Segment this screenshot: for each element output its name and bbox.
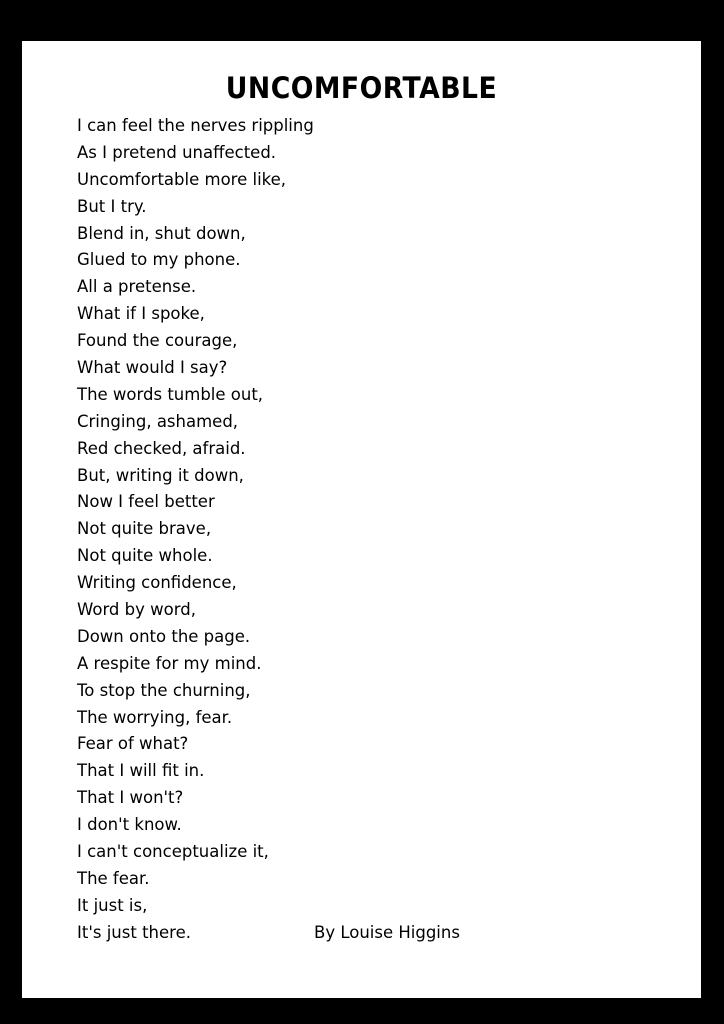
poem-line: Not quite whole.: [77, 546, 213, 566]
poem-line: I can't conceptualize it,: [77, 842, 269, 862]
poem-line: What would I say?: [77, 358, 228, 378]
poem-line: The worrying, fear.: [77, 707, 233, 727]
poem-line: Found the courage,: [77, 331, 238, 351]
poem-line: Uncomfortable more like,: [77, 169, 287, 189]
poem-line: Red checked, afraid.: [77, 438, 246, 458]
poem-line: What if I spoke,: [77, 304, 205, 324]
poem-line: Writing confidence,: [77, 573, 237, 593]
poem-line: Word by word,: [77, 600, 196, 620]
document-page: [22, 41, 701, 998]
poem-line: All a pretense.: [77, 277, 197, 297]
poem-line: It's just there.: [77, 922, 191, 942]
poem-line: But I try.: [77, 196, 147, 216]
poem-line: Glued to my phone.: [77, 250, 241, 270]
poem-line: As I pretend unaffected.: [77, 142, 277, 162]
poem-line: I don't know.: [77, 815, 182, 835]
poem-line: A respite for my mind.: [77, 653, 262, 673]
poem-line: That I will fit in.: [77, 761, 205, 781]
poem-line: Down onto the page.: [77, 626, 251, 646]
poem-body: [77, 113, 314, 947]
poem-line: Blend in, shut down,: [77, 223, 246, 243]
poem-line: The fear.: [77, 868, 150, 888]
poem-line: I can feel the nerves rippling: [77, 116, 314, 135]
poem-line: It just is,: [77, 895, 148, 915]
poem-title: UNCOMFORTABLE: [225, 71, 498, 105]
poem-line: Cringing, ashamed,: [77, 411, 239, 431]
poem-line: That I won't?: [77, 788, 184, 808]
poem-line: Not quite brave,: [77, 519, 212, 539]
poem-line: Fear of what?: [77, 734, 189, 754]
poem-line: To stop the churning,: [77, 680, 251, 700]
poem-line: The words tumble out,: [77, 384, 264, 404]
poem-line: Now I feel better: [77, 492, 215, 512]
poem-line: But, writing it down,: [77, 465, 244, 485]
author-credit: By Louise Higgins: [314, 923, 460, 942]
